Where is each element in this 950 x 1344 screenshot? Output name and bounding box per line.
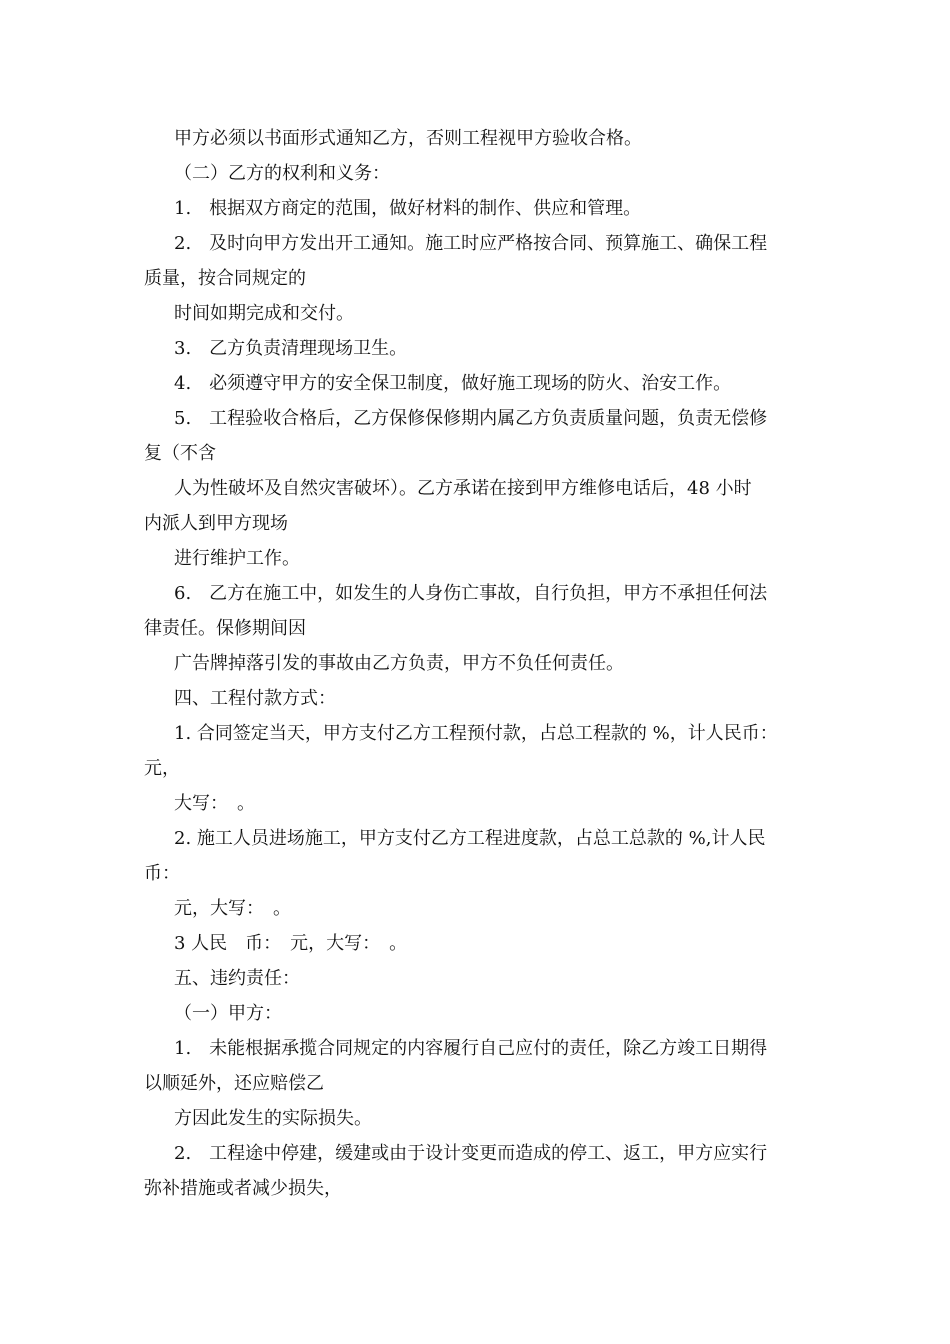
text-line: 6. 乙方在施工中，如发生的人身伤亡事故，自行负担，甲方不承担任何法 (174, 583, 768, 604)
text-line: 1. 合同签定当天，甲方支付乙方工程预付款，占总工程款的 %，计人民币： (174, 723, 778, 744)
text-line: 1. 根据双方商定的范围，做好材料的制作、供应和管理。 (174, 198, 642, 219)
text-line: 五、违约责任： (174, 968, 300, 989)
text-line: 以顺延外，还应赔偿乙 (144, 1073, 324, 1094)
text-line: 弥补措施或者减少损失， (144, 1178, 342, 1199)
text-line: 元，大写： 。 (174, 898, 291, 919)
text-line: 时间如期完成和交付。 (174, 303, 354, 324)
text-line: （一）甲方： (174, 1003, 282, 1024)
text-line: 3. 乙方负责清理现场卫生。 (174, 338, 408, 359)
text-line: 3 人民 币： 元，大写： 。 (174, 933, 408, 954)
text-line: 元， (144, 758, 180, 779)
document-body (144, 121, 810, 1206)
text-line: 5. 工程验收合格后，乙方保修保修期内属乙方负责质量问题，负责无偿修 (174, 408, 768, 429)
text-line: 广告牌掉落引发的事故由乙方负责，甲方不负任何责任。 (174, 653, 624, 674)
text-line: 律责任。保修期间因 (144, 618, 306, 639)
text-line: 内派人到甲方现场 (144, 513, 288, 534)
text-line: 甲方必须以书面形式通知乙方，否则工程视甲方验收合格。 (174, 128, 642, 149)
text-line: 2. 工程途中停建，缓建或由于设计变更而造成的停工、返工，甲方应实行 (174, 1143, 768, 1164)
text-line: 2. 施工人员进场施工，甲方支付乙方工程进度款，占总工总款的 %,计人民 (174, 828, 766, 849)
text-line: 质量，按合同规定的 (144, 268, 306, 289)
text-line: 方因此发生的实际损失。 (174, 1108, 372, 1129)
text-line: 四、工程付款方式： (174, 688, 336, 709)
text-line: 人为性破坏及自然灾害破坏）。乙方承诺在接到甲方维修电话后，48 小时 (174, 478, 752, 499)
text-line: 4. 必须遵守甲方的安全保卫制度，做好施工现场的防火、治安工作。 (174, 373, 732, 394)
text-line: 2. 及时向甲方发出开工通知。施工时应严格按合同、预算施工、确保工程 (174, 233, 768, 254)
text-line: 币： (144, 863, 180, 884)
text-line: 进行维护工作。 (174, 548, 300, 569)
text-line: 大写： 。 (174, 793, 255, 814)
text-line: （二）乙方的权利和义务： (174, 163, 390, 184)
text-line: 1. 未能根据承揽合同规定的内容履行自己应付的责任，除乙方竣工日期得 (174, 1038, 768, 1059)
text-line: 复（不含 (144, 443, 216, 464)
